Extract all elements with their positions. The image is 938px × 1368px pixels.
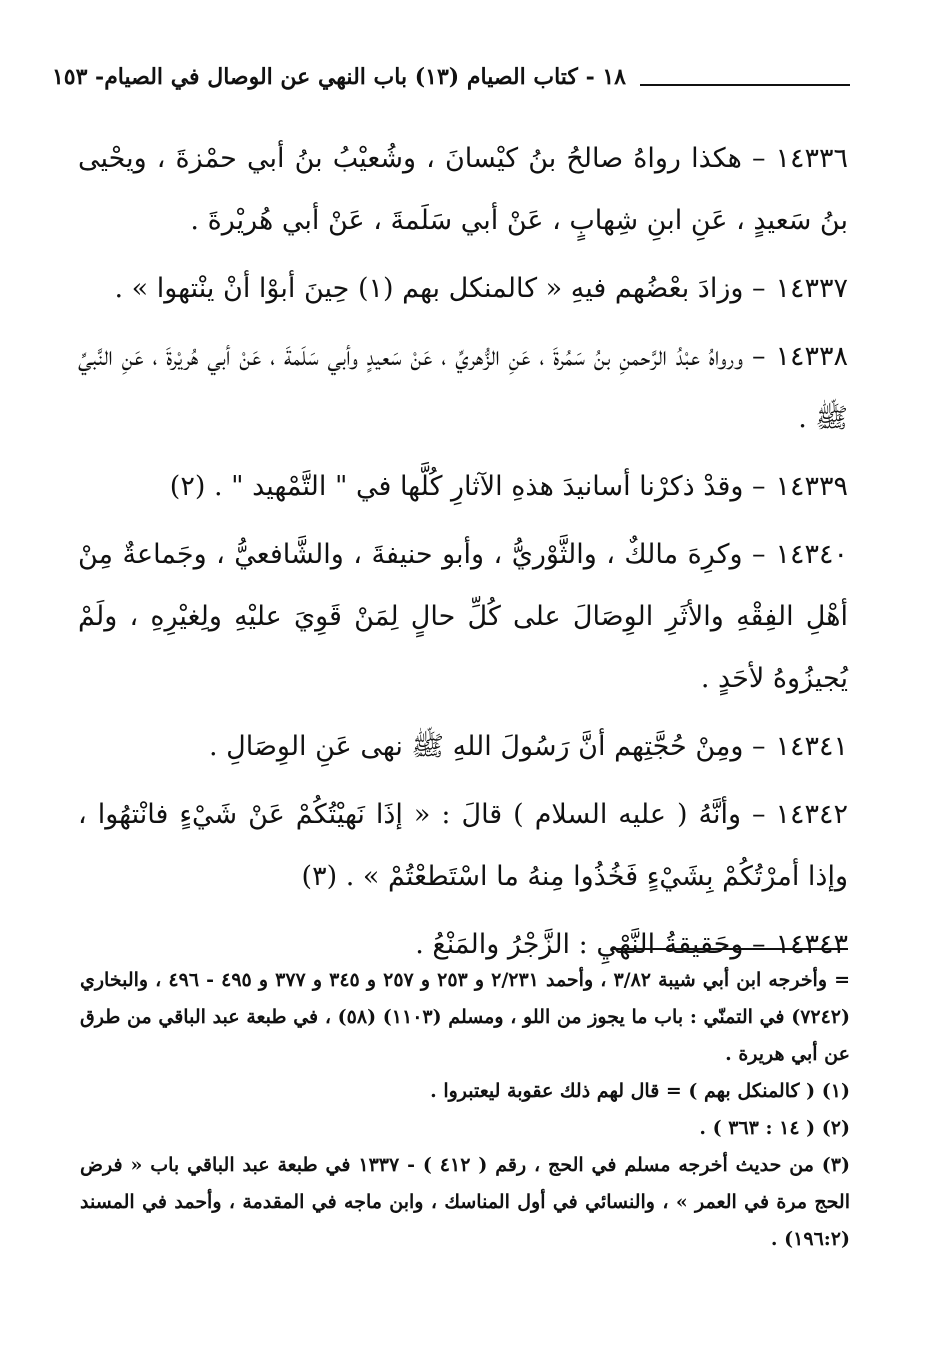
footnotes [80,962,850,1258]
main-text [78,128,848,982]
paragraph-text: – وقدْ ذكرْنا أسانيدَ هذهِ الآثارِ كُلَّها في " التَّمْهيد " . (٢) [169,471,766,502]
paragraph-text: – وحَقيقةُ النَّهْيِ : الزَّجْرُ والمَنْعُ . [415,929,766,960]
header-rule [640,84,850,86]
paragraph-text: – هكذا رواهُ صالحُ بنُ كيْسانَ ، وشُعيْبُ بنُ أبي حمْزةَ ، ويحْيى بنُ سَعيدٍ ، عَنِ ابنِ شِهابٍ ، عَنْ أبي سَلَمةَ ، عَنْ أبي هُريْرةَ . [78,143,848,236]
footnote-2: (٢) ( ١٤ : ٣٦٣ ) . [699,1117,850,1139]
page-number: - ١٥٣ [51,64,105,90]
paragraph-text: – وأنَّهُ ( عليه السلام ) قالَ : « إذَا نَهيْتُكُمْ عَنْ شَيْءٍ فانْتهُوا ، وإذا أمرْتُكُمْ بِشَيْءٍ فَخُذُوا مِنهُ ما اسْتَطعْتُمْ » . (٣) [78,799,848,892]
paragraph [78,326,848,450]
footnote-1: (١) ( كالمنكل بهم ) = قال لهم ذلك عقوبة ليعتبروا . [430,1080,850,1102]
paragraph [78,716,848,778]
running-header [51,62,850,92]
footnote-3: (٣) من حديث أخرجه مسلم في الحج ، رقم ( ٤١٢ ) - ١٣٣٧ في طبعة عبد الباقي باب « فرض الحج مرة في العمر » ، والنسائي في أول المناسك ، وابن ماجه في المقدمة ، وأحمد في المسند (١٩٦:٢) . [80,1154,850,1250]
paragraph [78,784,848,908]
paragraph [78,258,848,320]
paragraph-number: ١٤٣٣٧ [775,273,848,304]
footnote-divider [612,948,848,950]
paragraph-number: ١٤٣٤٣ [775,929,848,960]
paragraph [78,524,848,710]
paragraph-text: – ومِنْ حُجَّتِهم أنَّ رَسُولَ اللهِ ﷺ نهى عَنِ الوِصَالِ . [208,731,766,762]
paragraph-text: – وزادَ بعْضُهم فيهِ « كالمنكل بهم (١) حِينَ أبوْا أنْ ينْتهوا » . [114,273,766,304]
paragraph [78,128,848,252]
paragraph [78,456,848,518]
paragraph-number: ١٤٣٤١ [775,731,848,762]
paragraph-text: – ورواهُ عبْدُ الرَّحمنِ بنُ سَمُرةَ ، عَنِ الزُّهريِّ ، عَنْ سَعيدٍ وأبي سَلَمةَ ، عَنْ أبي هُريْرةَ ، عَنِ النَّبيِّ ﷺ . [78,341,848,434]
paragraph-number: ١٤٣٤٢ [775,799,848,830]
paragraph-number: ١٤٣٤٠ [775,539,848,570]
paragraph-number: ١٤٣٣٩ [775,471,848,502]
header-title: ١٨ - كتاب الصيام (١٣) باب النهي عن الوصال في الصيام [104,64,626,90]
paragraph-text: – وكرِهَ مالكٌ ، والثَّوْريُّ ، وأبو حنيفةَ ، والشَّافعيُّ ، وجَماعةٌ مِنْ أهْلِ الفِقْهِ والأثَرِ الوِصَالَ على كُلِّ حالٍ لِمَنْ قَوِيَ عليْهِ ولِغيْرِهِ ، ولَمْ يُجيزُوهُ لأحَدٍ . [78,539,848,694]
paragraph-number: ١٤٣٣٦ [775,143,848,174]
paragraph-number: ١٤٣٣٨ [775,341,848,372]
footnote-continuation: = وأخرجه ابن أبي شيبة ٣/٨٢ ، وأحمد ٢/٢٣١ و ٢٥٣ و ٢٥٧ و ٣٤٥ و ٣٧٧ و ٤٩٥ - ٤٩٦ ، والبخاري (٧٢٤٢) في التمنّي : باب ما يجوز من اللو ، ومسلم (١١٠٣) (٥٨) ، في طبعة عبد الباقي من طرق عن أبي هريرة . [80,969,851,1065]
